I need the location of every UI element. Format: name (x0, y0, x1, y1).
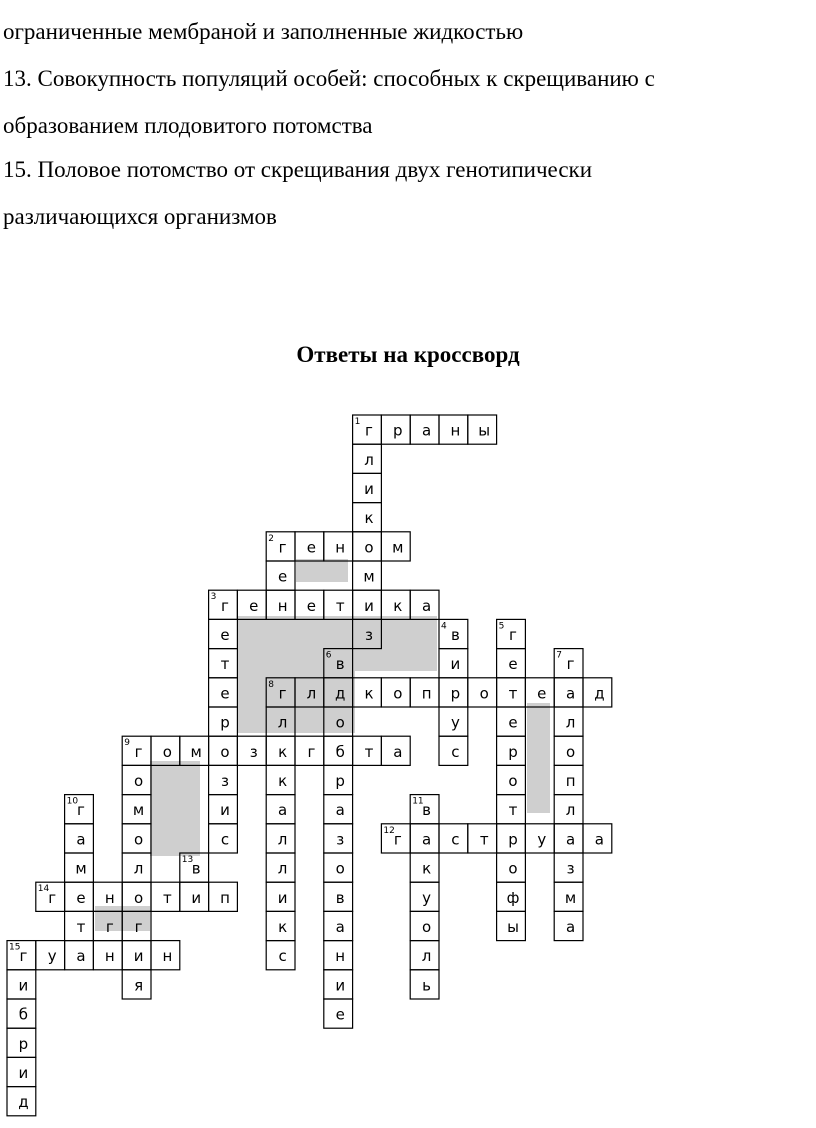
crossword-letter: л (421, 947, 432, 966)
crossword-letter: л (565, 801, 576, 820)
crossword-letter: к (422, 859, 432, 878)
crossword-letter: и (364, 480, 374, 498)
crossword-letter: г (509, 626, 517, 644)
crossword-letter: о (566, 742, 576, 761)
crossword-letter: а (594, 830, 605, 849)
crossword-letter: в (450, 626, 460, 644)
crossword-letter: м (190, 742, 202, 761)
crossword-letter: и (277, 888, 288, 907)
crossword-letter: и (450, 655, 461, 674)
crossword-letter: о (364, 538, 374, 557)
crossword-letter: в (191, 859, 201, 878)
crossword-letter: и (18, 1064, 29, 1082)
crossword-letter: г (19, 947, 28, 966)
crossword-number: 2 (268, 533, 274, 544)
crossword-letter: а (421, 596, 432, 615)
shaded-region (527, 703, 550, 813)
crossword-letter: т (76, 918, 86, 936)
crossword-letter: ь (422, 976, 432, 995)
crossword-letter: г (278, 538, 287, 557)
crossword-letter: ы (507, 918, 519, 936)
crossword-letter: р (508, 830, 518, 849)
crossword-letter: д (18, 1093, 29, 1112)
crossword-letter: р (335, 772, 345, 790)
crossword-letter: ы (478, 421, 491, 440)
crossword-letter: з (566, 859, 575, 878)
crossword-number: 14 (37, 884, 50, 895)
crossword-letter: о (220, 742, 230, 761)
crossword-letter: м (564, 888, 577, 907)
crossword-number: 15 (9, 942, 21, 953)
crossword-number: 6 (325, 650, 332, 661)
crossword-letter: е (76, 888, 86, 907)
crossword-letter: о (134, 772, 144, 790)
crossword-letter: а (76, 830, 86, 849)
crossword-letter: к (364, 684, 374, 703)
crossword-letter: т (479, 830, 489, 849)
crossword-letter: г (77, 801, 85, 820)
crossword-letter: з (336, 830, 345, 849)
crossword-letter: е (335, 1005, 345, 1024)
crossword-letter: в (335, 888, 345, 907)
crossword-letter: е (306, 538, 317, 557)
crossword-letter: з (221, 772, 229, 790)
crossword-letter: а (76, 947, 86, 966)
crossword-letter: а (421, 830, 432, 849)
crossword-letter: с (451, 830, 460, 849)
answers-heading: Ответы на кроссворд (296, 342, 520, 367)
crossword-letter: о (134, 888, 144, 907)
crossword-letter: о (162, 742, 172, 761)
crossword-letter: м (132, 801, 145, 820)
crossword-letter: н (162, 947, 173, 966)
shaded-region (150, 761, 200, 856)
crossword-letter: л (277, 859, 288, 878)
crossword-letter: з (249, 742, 258, 761)
crossword-letter: т (163, 888, 172, 907)
crossword-letter: г (365, 421, 373, 440)
crossword-letter: о (479, 684, 489, 703)
crossword-letter: а (335, 801, 345, 820)
crossword-number: 9 (124, 738, 130, 749)
crossword-letter: г (134, 918, 143, 936)
crossword-letter: а (565, 830, 576, 849)
crossword-letter: р (508, 742, 518, 761)
crossword-number: 13 (181, 855, 194, 865)
crossword-letter: к (278, 772, 288, 790)
question-12-end: ограниченные мембраной и заполненные жидкостью (3, 19, 524, 44)
crossword-letter: д (594, 684, 605, 703)
crossword-letter: в (335, 655, 345, 674)
crossword-letter: г (48, 888, 57, 907)
crossword-letter: н (335, 538, 346, 557)
crossword-letter: г (566, 655, 575, 674)
crossword-number: 7 (556, 650, 562, 661)
crossword-number: 4 (441, 621, 447, 632)
crossword-letter: п (421, 684, 432, 703)
shaded-region (296, 559, 348, 582)
crossword-letter: о (422, 918, 432, 936)
question-15-line-1: 15. Половое потомство от скрещивания двух генотипически (3, 157, 593, 182)
crossword-letter: п (220, 888, 230, 907)
crossword-letter: б (18, 1005, 29, 1024)
crossword-letter: у (47, 947, 57, 966)
crossword-letter: к (278, 918, 288, 936)
crossword-letter: н (104, 888, 115, 907)
crossword-letter: л (133, 859, 144, 878)
crossword-letter: с (278, 947, 287, 966)
crossword-letter: у (450, 713, 460, 732)
crossword-letter: л (277, 713, 288, 732)
crossword-letter: р (18, 1034, 29, 1053)
crossword-letter: б (335, 742, 345, 761)
crossword-letter: ф (506, 888, 520, 907)
crossword-letter: а (335, 918, 345, 936)
crossword-letter: р (393, 421, 403, 440)
crossword-letter: е (537, 684, 547, 703)
crossword-letter: о (335, 713, 345, 732)
crossword-letter: н (450, 421, 461, 440)
crossword-letter: л (565, 713, 576, 732)
crossword-letter: с (220, 830, 230, 849)
crossword-letter: о (393, 684, 403, 703)
crossword-letter: и (220, 801, 230, 820)
crossword-letter: у (422, 888, 432, 907)
crossword-letter: д (335, 684, 346, 703)
question-13-line-1: 13. Совокупность популяций особей: способных к скрещиванию с (3, 66, 655, 91)
crossword-letter: л (306, 684, 317, 703)
crossword-number: 8 (268, 679, 274, 690)
crossword-letter: е (220, 626, 230, 644)
crossword-letter: е (508, 713, 518, 732)
crossword-number: 11 (412, 796, 424, 807)
crossword-letter: а (565, 918, 576, 936)
crossword-letter: а (565, 684, 576, 703)
crossword-letter: з (365, 626, 373, 644)
crossword-letter: т (508, 684, 518, 703)
crossword-number: 10 (66, 796, 79, 807)
crossword-letter: г (105, 918, 114, 936)
crossword-letter: е (277, 567, 288, 586)
crossword-letter: с (451, 742, 460, 761)
crossword-letter: к (393, 596, 403, 615)
crossword-letter: н (335, 947, 346, 966)
crossword-letter: к (364, 509, 374, 528)
crossword-letter: г (134, 742, 143, 761)
crossword-letter: е (306, 596, 317, 615)
crossword-letter: о (134, 830, 144, 849)
crossword-letter: т (364, 742, 374, 761)
crossword-letter: е (508, 655, 518, 674)
crossword-letter: т (508, 801, 518, 820)
crossword-letter: у (537, 830, 547, 849)
crossword-letter: т (335, 596, 345, 615)
crossword-number: 5 (498, 621, 505, 632)
crossword-letter: о (508, 772, 518, 790)
crossword-letter: в (422, 801, 432, 820)
crossword-letter: н (277, 596, 288, 615)
crossword-number: 1 (354, 417, 361, 427)
crossword-letter: и (364, 596, 374, 615)
crossword-cells (7, 415, 612, 1116)
crossword-letter: а (393, 742, 403, 761)
crossword-letter: г (221, 596, 229, 615)
crossword-letter: и (335, 976, 346, 995)
crossword-letter: п (565, 772, 576, 790)
crossword-letter: а (277, 801, 288, 820)
crossword-letter: т (220, 655, 230, 674)
crossword-letter: и (133, 947, 144, 966)
crossword-letter: а (421, 421, 432, 440)
crossword-letter: о (508, 859, 518, 878)
crossword-letter: г (307, 742, 316, 761)
crossword-number: 3 (210, 592, 217, 603)
crossword-letter: м (75, 859, 87, 878)
crossword-letter: о (335, 859, 345, 878)
crossword-letter: м (392, 538, 404, 557)
crossword-letter: л (277, 830, 288, 849)
crossword-letter: я (134, 976, 144, 995)
crossword-letter: е (220, 684, 230, 703)
crossword-letter: н (104, 947, 115, 966)
question-15-line-2: различающихся организмов (3, 204, 277, 229)
crossword-letter: р (450, 684, 461, 703)
question-13-line-2: образованием плодовитого потомства (3, 113, 373, 138)
crossword-letter: г (393, 830, 402, 849)
crossword-letter: и (191, 888, 202, 907)
crossword-letter: к (278, 742, 288, 761)
crossword-letter: г (278, 684, 287, 703)
crossword-letter: е (249, 596, 259, 615)
crossword-letter: р (220, 713, 230, 732)
crossword-letter: и (18, 976, 29, 995)
crossword-letter: м (363, 567, 375, 586)
crossword-number: 12 (383, 825, 395, 836)
crossword-letter: л (364, 450, 374, 469)
